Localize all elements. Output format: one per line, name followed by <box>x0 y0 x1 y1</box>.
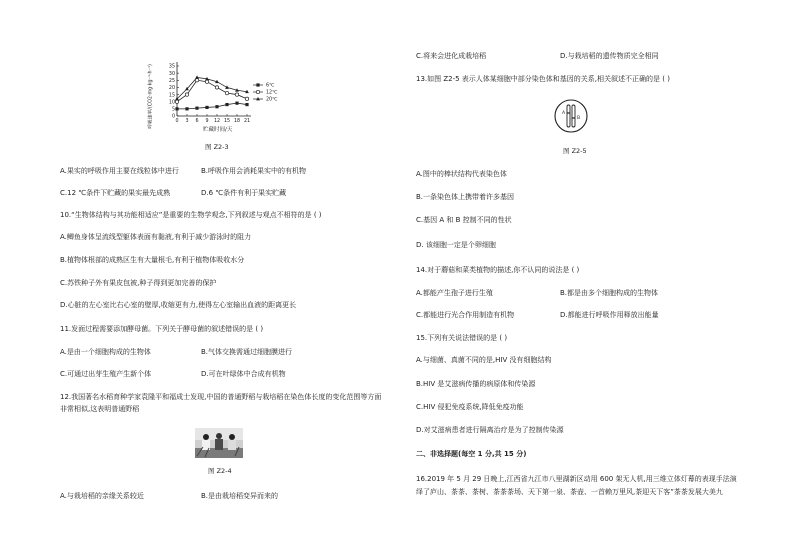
x-tick-label: 15 <box>223 119 231 124</box>
q15-option-d: D.对艾滋病患者进行隔离治疗是为了控制传染源 <box>416 426 564 434</box>
y-tick-label: 0 <box>171 114 175 120</box>
data-point <box>235 93 238 96</box>
respiration-chart <box>160 58 310 138</box>
q9-option-a: A.果实的呼吸作用主要在线粒体中进行 <box>60 167 179 175</box>
x-tick-label: 12 <box>213 119 221 124</box>
q15-option-a: A.与细菌、真菌不同的是,HIV 没有细胞结构 <box>416 356 552 364</box>
data-point <box>215 105 218 108</box>
q10-option-b: B.植物体根部的成熟区生有大量根毛,有利于植物体吸收水分 <box>60 256 245 264</box>
data-point <box>215 86 218 89</box>
x-tick-label: 21 <box>243 119 251 124</box>
q12-option-a: A.与栽培稻的亲缘关系较近 <box>60 492 144 500</box>
q13-option-c: C.基因 A 和 B 控制不同的性状 <box>416 216 512 224</box>
y-tick-label: 20 <box>168 86 175 92</box>
gene-b-label: B <box>577 116 581 121</box>
data-point <box>185 93 188 96</box>
figure-caption-z2-3: 图 Z2-3 <box>205 143 229 151</box>
q11-option-a: A.是由一个细胞构成的生物体 <box>60 348 151 356</box>
data-point <box>245 103 248 106</box>
q11-option-b: B.气体交换需通过细胞膜进行 <box>201 348 293 356</box>
x-tick-label: 0 <box>175 119 179 124</box>
q12-stem-line2: 非常相似,这表明普通野稻 <box>60 405 140 413</box>
chart-y-label: 呼吸速率/(CO2·mg·kg⁻¹·h⁻¹) <box>148 64 154 129</box>
q12-option-c: C.将来会进化成栽培稻 <box>416 52 487 60</box>
q12-option-d: D.与栽培稻的遗传物质完全相同 <box>560 52 659 60</box>
data-point <box>225 91 228 94</box>
data-point <box>175 107 178 110</box>
q15-option-c: C.HIV 侵犯免疫系统,降低免疫功能 <box>416 403 524 411</box>
x-tick-label: 18 <box>233 119 241 124</box>
people-in-field-photo <box>195 428 243 458</box>
q13-option-b: B.一条染色体上携带着许多基因 <box>416 193 515 201</box>
section-heading-non-choice: 二、非选择题(每空 1 分,共 15 分) <box>416 450 527 458</box>
data-point <box>205 80 208 83</box>
q13-option-d: D. 该细胞一定是个卵细胞 <box>416 241 496 249</box>
q10-option-d: D.心脏的左心室比右心室的壁厚,收缩更有力,使得左心室输出血液的距离更长 <box>60 301 297 309</box>
y-tick-label: 30 <box>168 71 175 77</box>
y-tick-label: 25 <box>168 78 175 84</box>
x-tick-label: 6 <box>195 119 199 124</box>
q14-option-d: D.都能进行呼吸作用释放出能量 <box>560 311 659 319</box>
q9-option-b: B.呼吸作用会消耗果实中的有机物 <box>201 167 307 175</box>
cell-chromosome-diagram <box>553 98 589 134</box>
data-point <box>185 107 188 110</box>
legend-label: 6℃ <box>266 83 275 89</box>
q15-option-b: B.HIV 是艾滋病传播的病原体和传染源 <box>416 380 536 388</box>
data-point <box>245 97 248 100</box>
data-point <box>256 90 259 93</box>
data-point <box>205 106 208 109</box>
data-point <box>195 75 199 78</box>
legend-label: 12℃ <box>266 90 278 96</box>
q9-option-d: D.6 ℃条件有利于果实贮藏 <box>201 189 287 197</box>
q14-option-b: B.都是由多个细胞构成的生物体 <box>560 289 659 297</box>
data-point <box>235 102 238 105</box>
x-tick-label: 3 <box>185 119 189 124</box>
q10-stem: 10.“生物体结构与其功能相适应”是重要的生物学观念,下列叙述与观点不相符的是 ( ) <box>60 211 322 219</box>
q13-stem: 13.如图 Z2-5 表示人体某细胞中部分染色体和基因的关系,相关叙述不正确的是 ( ) <box>416 75 670 83</box>
y-tick-label: 15 <box>168 93 175 99</box>
chart-x-label: 贮藏时间/天 <box>203 127 233 133</box>
q15-stem: 15.下列有关说法错误的是 ( ) <box>416 334 508 342</box>
q14-stem: 14.对于蘑菇和菜类植物的描述,你不认同的说法是 ( ) <box>416 266 580 274</box>
q11-option-c: C.可通过出芽生殖产生新个体 <box>60 370 152 378</box>
legend-label: 20℃ <box>266 97 278 103</box>
q16-line1: 16.2019 年 5 月 29 日晚上,江西省九江市八里湖新区动用 600 架无人机,用三维立体灯幕的表现手法演 <box>416 475 737 483</box>
gene-a-label: A <box>562 111 566 116</box>
q16-line2: 绎了庐山、茶茶、茶树、茶茶茶场、天下第一泉、茶壶、一首赖万里风,茶迎天下客”茶茶发展大美九 <box>416 488 723 496</box>
y-tick-label: 5 <box>171 107 175 113</box>
q9-option-c: C.12 ℃条件下贮藏的果实最先成熟 <box>60 189 171 197</box>
figure-caption-z2-4: 图 Z2-4 <box>208 467 232 475</box>
data-point <box>225 103 228 106</box>
q14-option-c: C.都能进行光合作用制造有机物 <box>416 311 515 319</box>
q10-option-c: C.苏铁种子外有果皮包被,种子得到更加完善的保护 <box>60 279 217 287</box>
y-tick-label: 10 <box>168 100 175 106</box>
q11-option-d: D.可在叶绿体中合成有机物 <box>201 370 286 378</box>
q10-option-a: A.鲫鱼身体呈流线型躯体表面有黏液,有利于减少游泳时的阻力 <box>60 233 252 241</box>
q13-option-a: A.图中的棒状结构代表染色体 <box>416 170 507 178</box>
q12-option-b: B.是由栽培稻变异而来的 <box>201 492 279 500</box>
q14-option-a: A.都能产生孢子进行生殖 <box>416 289 493 297</box>
data-point <box>195 107 198 110</box>
data-point <box>256 83 259 86</box>
y-tick-label: 35 <box>168 64 175 70</box>
figure-caption-z2-5: 图 Z2-5 <box>563 147 587 155</box>
q11-stem: 11.发面过程需要添加酵母菌。下列关于酵母菌的叙述错误的是 ( ) <box>60 325 264 333</box>
x-tick-label: 9 <box>205 119 209 124</box>
q12-stem-line1: 12.我国著名水稻育种学家袁隆平和福成士发现,中国的普通野稻与栽培稻在染色体长度的变化范围等方面 <box>60 393 382 401</box>
data-point <box>175 100 178 103</box>
